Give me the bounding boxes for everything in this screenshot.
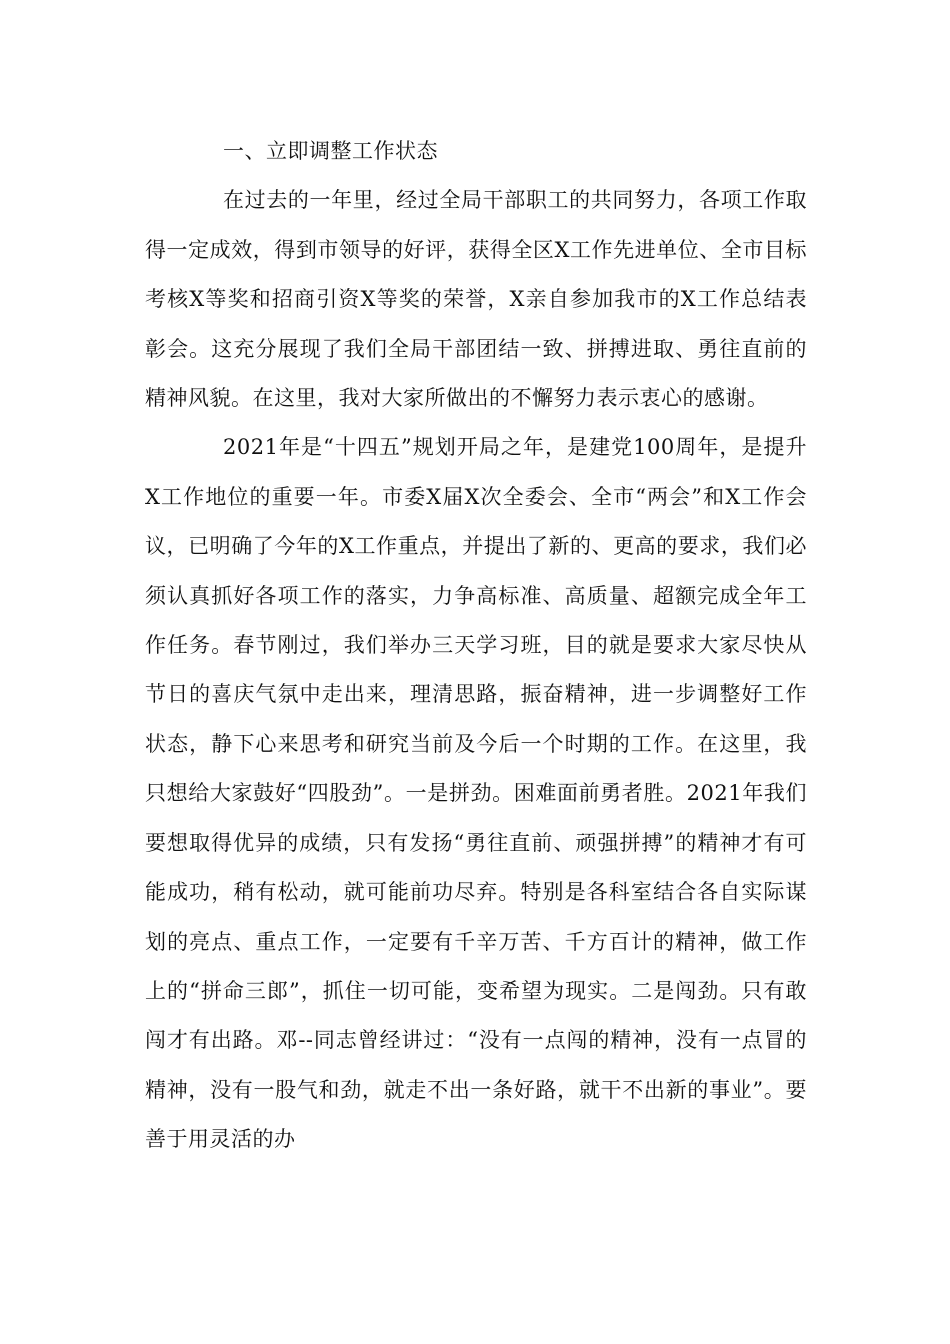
section-heading: 一、立即调整工作状态	[223, 139, 438, 163]
document-body	[145, 127, 807, 1165]
paragraph-2: 2021年是“十四五”规划开局之年，是建党100周年，是提升X工作地位的重要一年。市委X届X次全委会、全市“两会”和X工作会议，已明确了今年的X工作重点，并提出了新的、更高的要求，我们必须认真抓好各项工作的落实，力争高标准、高质量、超额完成全年工作任务。春节刚过，我们举办三天学习班，目的就是要求大家尽快从节日的喜庆气氛中走出来，理清思路，振奋精神，进一步调整好工作状态，静下心来思考和研究当前及今后一个时期的工作。在这里，我只想给大家鼓好“四股劲”。一是拼劲。困难面前勇者胜。2021年我们要想取得优异的成绩，只有发扬“勇往直前、顽强拼搏”的精神才有可能成功，稍有松动，就可能前功尽弃。特别是各科室结合各自实际谋划的亮点、重点工作，一定要有千辛万苦、千方百计的精神，做工作上的“拼命三郎”，抓住一切可能，变希望为现实。二是闯劲。只有敢闯才有出路。邓--同志曾经讲过：“没有一点闯的精神，没有一点冒的精神，没有一股气和劲，就走不出一条好路，就干不出新的事业”。要善于用灵活的办	[145, 435, 807, 1152]
paragraph-1: 在过去的一年里，经过全局干部职工的共同努力，各项工作取得一定成效，得到市领导的好评，获得全区X工作先进单位、全市目标考核X等奖和招商引资X等奖的荣誉，X亲自参加我市的X工作总结表彰会。这充分展现了我们全局干部团结一致、拼搏进取、勇往直前的精神风貌。在这里，我对大家所做出的不懈努力表示衷心的感谢。	[145, 188, 807, 411]
